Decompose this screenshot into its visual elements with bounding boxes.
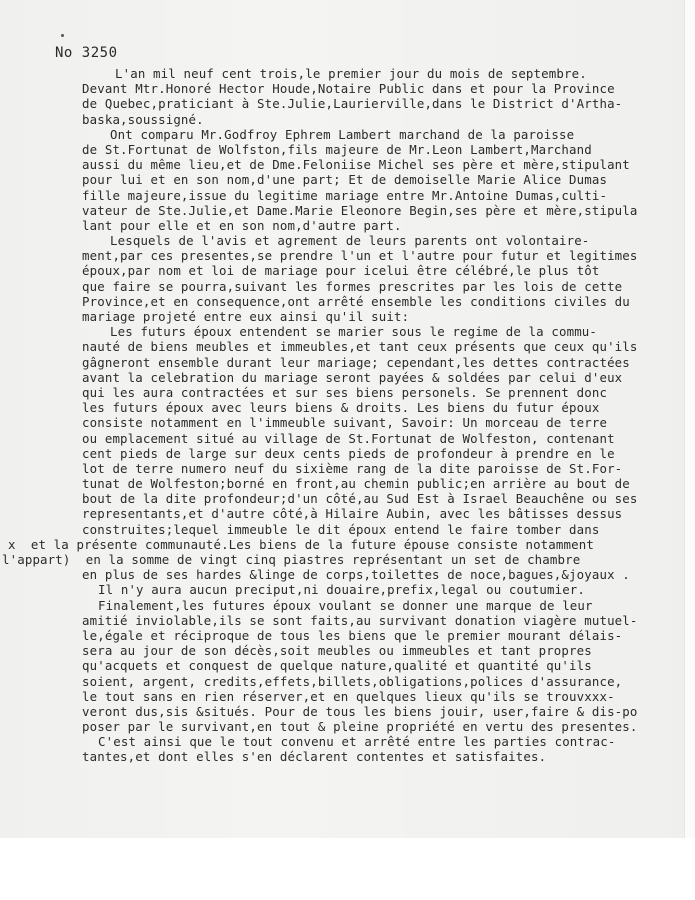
text-line: ou emplacement situé au village de St.Fortunat de Wolfeston, contenant [82, 430, 615, 446]
text-line: C'est ainsi que le tout convenu et arrêté entre les parties contrac- [98, 734, 616, 750]
text-line: mariage projeté entre eux ainsi qu'il suit: [82, 309, 410, 324]
document-number: No 3250 [55, 45, 118, 61]
text-line: tantes,et dont elles s'en déclarent contentes et satisfaites. [82, 749, 547, 765]
text-line: x et la présente communauté.Les biens de la future épouse consiste notamment [8, 536, 594, 552]
text-line: tunat de Wolfeston;borné en front,au chemin public;en arrière au bout de [82, 476, 630, 492]
text-line: Finalement,les futures époux voulant se donner une marque de leur [98, 597, 593, 613]
text-line: en plus de ses hardes &linge de corps,toilettes de noce,bagues,&joyaux . [82, 567, 630, 583]
text-line: qu'acquets et conquest de quelque nature,qualité et quantité qu'ils [82, 658, 592, 674]
text-line: nauté de biens meubles et immeubles,et tant ceux présents que ceux qu'ils [82, 339, 638, 355]
text-line: baska,soussigné. [82, 111, 204, 127]
text-line: le,égale et réciproque de tous les biens que le premier mourant délais- [82, 627, 623, 643]
text-line: poser par le survivant,en tout & pleine propriété en vertu des presentes. [82, 719, 638, 735]
text-line: bout de la dite profondeur;d'un côté,au Sud Est à Israel Beauchêne ou ses [82, 491, 638, 507]
text-line: Ont comparu Mr.Godfroy Ephrem Lambert marchand de la paroisse [110, 126, 575, 142]
text-line: consiste notamment en l'immeuble suivant, Savoir: Un morceau de terre [82, 415, 608, 431]
text-line: amitié inviolable,ils se sont faits,au survivant donation viagère mutuel- [82, 612, 638, 628]
text-line: pour lui et en son nom,d'une part; Et de demoiselle Marie Alice Dumas [82, 172, 608, 188]
text-line: soient, argent, credits,effets,billets,obligations,polices d'assurance, [82, 673, 623, 689]
text-line: Devant Mtr.Honoré Hector Houde,Notaire Public dans et pour la Province [82, 81, 615, 97]
text-line: époux,par nom et loi de mariage pour icelui être célébré,le plus tôt [82, 263, 600, 279]
text-line: sera au jour de son décès,soit meubles ou immeubles et tant propres [82, 643, 592, 659]
contract-text [0, 66, 685, 765]
text-line: avant la celebration du mariage seront payées & soldées par celui d'eux [82, 369, 623, 385]
text-line: lant pour elle et en son nom,d'autre part. [82, 217, 402, 233]
text-line: de St.Fortunat de Wolfston,fils majeure de Mr.Leon Lambert,Marchand [82, 141, 592, 157]
text-line: l'appart) en la somme de vingt cinq piastres représentant un set de chambre [2, 552, 581, 567]
text-line: vateur de Ste.Julie,et Dame.Marie Eleonore Begin,ses père et mère,stipula [82, 202, 638, 218]
punch-mark [61, 34, 64, 37]
text-line: Province,et en consequence,ont arrêté ensemble les conditions civiles du [82, 293, 630, 309]
text-line: Les futurs époux entendent se marier sous le regime de la commu- [110, 324, 598, 340]
scanner-right-margin [684, 0, 695, 900]
text-line: aussi du même lieu,et de Dme.Feloniise Michel ses père et mère,stipulant [82, 157, 630, 173]
text-line: gâgneront ensemble durant leur mariage; cependant,les dettes contractées [82, 354, 630, 370]
text-line: lot de terre numero neuf du sixième rang de la dite paroisse de St.For- [82, 460, 623, 476]
text-line: representants,et d'autre côté,à Hilaire Aubin, avec les bâtisses dessus [82, 506, 623, 522]
text-line: construites;lequel immeuble le dit époux entend le faire tomber dans [82, 521, 600, 537]
text-line: veront dus,sis &situés. Pour de tous les biens jouir, user,faire & dis-po [82, 703, 638, 719]
text-line: L'an mil neuf cent trois,le premier jour du mois de septembre. [115, 66, 587, 81]
text-line: que faire se pourra,suivant les formes prescrites par les lois de cette [82, 278, 623, 294]
scanner-bottom-margin [0, 838, 695, 900]
text-line: de Quebec,praticiant à Ste.Julie,Laurierville,dans le District d'Artha- [82, 96, 623, 112]
text-line: fille majeure,issue du legitime mariage entre Mr.Antoine Dumas,culti- [82, 187, 608, 203]
text-line: Il n'y aura aucun preciput,ni douaire,prefix,legal ou coutumier. [98, 582, 586, 598]
text-line: le tout sans en rien réserver,et en quelques lieux qu'ils se trouvxxx- [82, 688, 615, 704]
text-line: Lesquels de l'avis et agrement de leurs parents ont volontaire- [110, 233, 590, 249]
text-line: cent pieds de large sur deux cents pieds de profondeur à prendre en le [82, 445, 615, 461]
text-line: ment,par ces presentes,se prendre l'un et l'autre pour futur et legitimes [82, 248, 638, 264]
text-line: qui les aura contractées et sur ses biens personels. Se prennent donc [82, 384, 608, 400]
text-line: les futurs époux avec leurs biens & droits. Les biens du futur époux [82, 400, 600, 416]
